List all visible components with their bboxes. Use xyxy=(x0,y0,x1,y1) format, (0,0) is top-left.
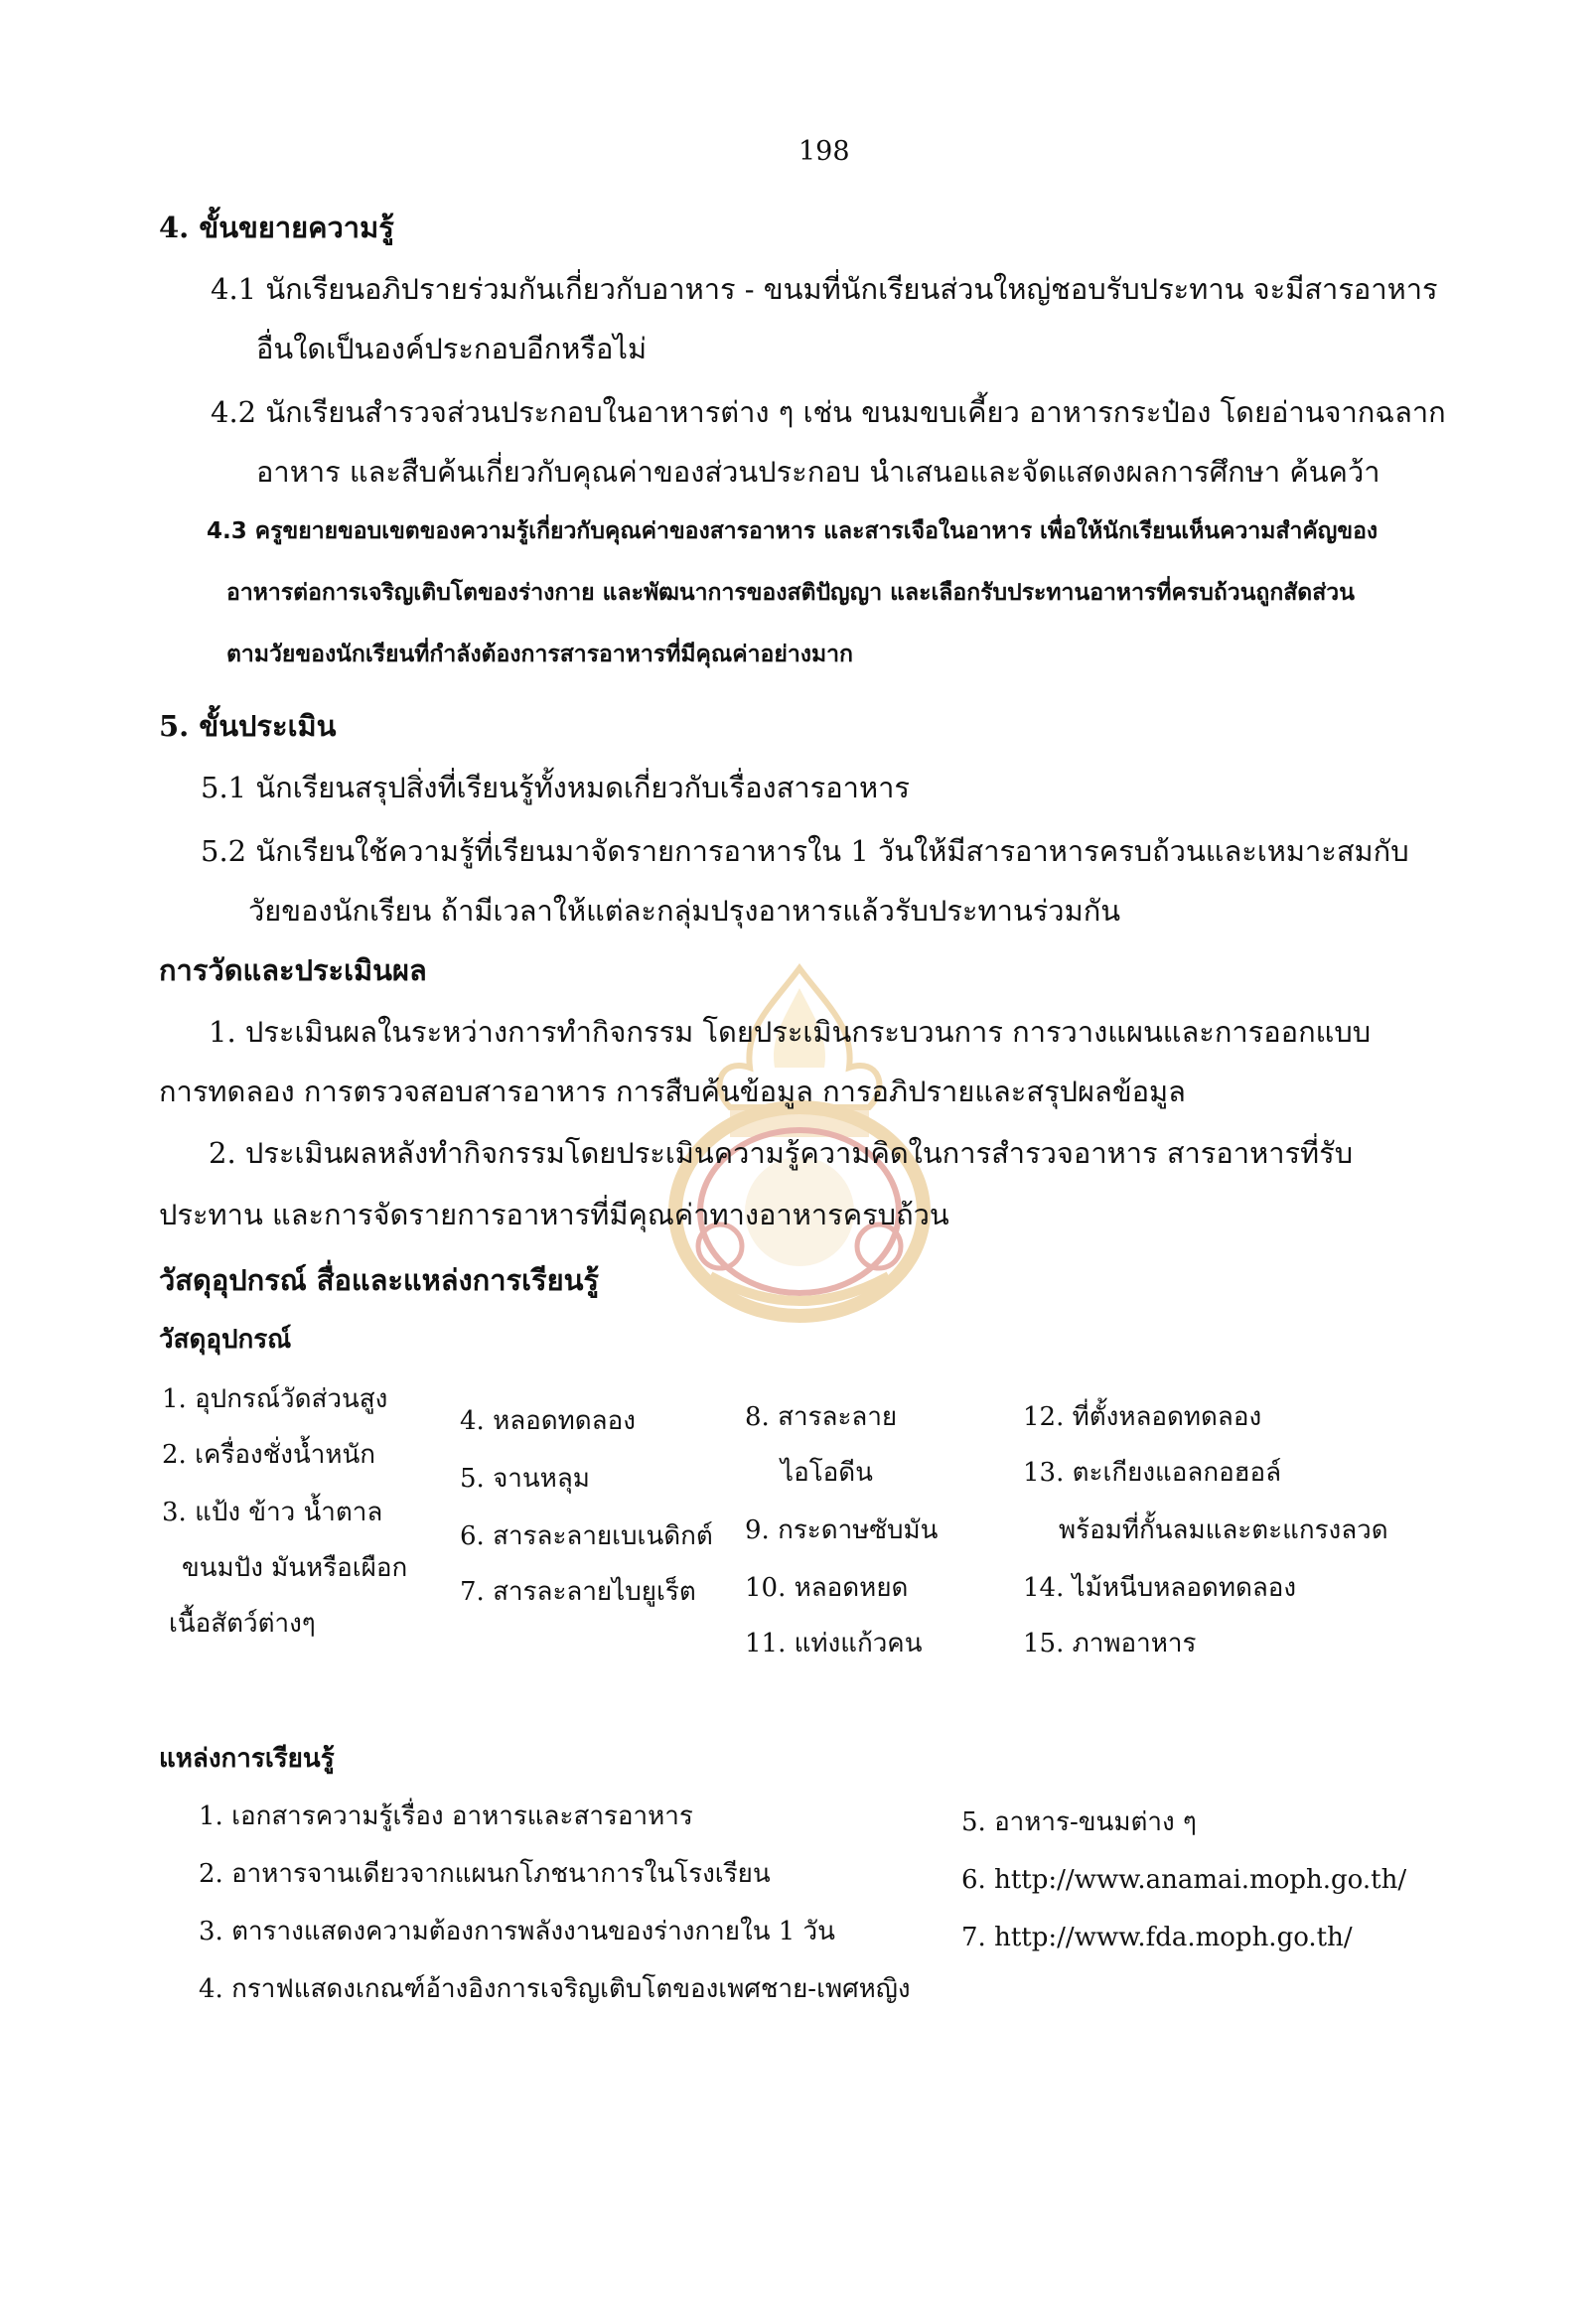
item-4-1-line1: 4.1 นักเรียนอภิปรายร่วมกันเกี่ยวกับอาหาร - ขนมที่นักเรียนส่วนใหญ่ชอบรับประทาน จะมีสารอาหาร xyxy=(211,272,1438,306)
material-item: 4. หลอดทดลอง xyxy=(460,1406,636,1436)
item-4-2-line2: อาหาร และสืบค้นเกี่ยวกับคุณค่าของส่วนประกอบ นำเสนอและจัดแสดงผลการศึกษา ค้นคว้า xyxy=(256,455,1380,489)
evaluation-heading: การวัดและประเมินผล xyxy=(159,953,427,987)
material-item: 12. ที่ตั้งหลอดทดลอง xyxy=(1023,1402,1262,1432)
materials-heading: วัสดุอุปกรณ์ สื่อและแหล่งการเรียนรู้ xyxy=(159,1263,599,1297)
material-item: ไอโอดีน xyxy=(781,1458,873,1488)
section-4-heading: 4. ขั้นขยายความรู้ xyxy=(159,211,394,244)
source-item: 5. อาหาร-ขนมต่าง ๆ xyxy=(961,1807,1197,1837)
evaluation-item1-line1: 1. ประเมินผลในระหว่างการทำกิจกรรม โดยประเมินกระบวนการ การวางแผนและการออกแบบ xyxy=(209,1015,1372,1049)
source-item: 4. กราฟแสดงเกณฑ์อ้างอิงการเจริญเติบโตของเพศชาย-เพศหญิง xyxy=(199,1974,911,2004)
material-item: พร้อมที่กั้นลมและตะแกรงลวด xyxy=(1059,1515,1388,1545)
material-item: 15. ภาพอาหาร xyxy=(1023,1629,1197,1658)
material-item: 6. สารละลายเบเนดิกต์ xyxy=(460,1521,713,1551)
source-item: 1. เอกสารความรู้เรื่อง อาหารและสารอาหาร xyxy=(199,1801,693,1831)
material-item: 5. จานหลุม xyxy=(460,1464,590,1494)
evaluation-item2-line1: 2. ประเมินผลหลังทำกิจกรรมโดยประเมินความรู้ความคิดในการสำรวจอาหาร สารอาหารที่รับ xyxy=(209,1136,1354,1170)
material-item: 9. กระดาษซับมัน xyxy=(745,1515,939,1545)
material-item: 11. แท่งแก้วคน xyxy=(745,1629,923,1658)
material-item: ขนมปัง มันหรือเผือก xyxy=(182,1553,408,1583)
evaluation-item2-line2: ประทาน และการจัดรายการอาหารที่มีคุณค่าทางอาหารครบถ้วน xyxy=(159,1198,949,1231)
item-5-1: 5.1 นักเรียนสรุปสิ่งที่เรียนรู้ทั้งหมดเกี่ยวกับเรื่องสารอาหาร xyxy=(201,771,910,804)
material-item: 13. ตะเกียงแอลกอฮอล์ xyxy=(1023,1458,1282,1488)
section-5-heading: 5. ขั้นประเมิน xyxy=(159,709,337,743)
material-item: 10. หลอดหยด xyxy=(745,1573,909,1603)
materials-subheading: วัสดุอุปกรณ์ xyxy=(159,1325,292,1355)
item-4-1-line2: อื่นใดเป็นองค์ประกอบอีกหรือไม่ xyxy=(256,332,648,365)
source-item: 2. อาหารจานเดียวจากแผนกโภชนาการในโรงเรียน xyxy=(199,1859,771,1889)
item-5-2-line1: 5.2 นักเรียนใช้ความรู้ที่เรียนมาจัดรายการอาหารใน 1 วันให้มีสารอาหารครบถ้วนและเหมาะสมกับ xyxy=(201,834,1409,868)
source-link[interactable]: 6. http://www.anamai.moph.go.th/ xyxy=(961,1865,1407,1895)
source-item: 3. ตารางแสดงความต้องการพลังงานของร่างกายใน 1 วัน xyxy=(199,1917,835,1946)
item-4-2-line1: 4.2 นักเรียนสำรวจส่วนประกอบในอาหารต่าง ๆ เช่น ขนมขบเคี้ยว อาหารกระป๋อง โดยอ่านจากฉลาก xyxy=(211,395,1446,429)
material-item: 14. ไม้หนีบหลอดทดลอง xyxy=(1023,1573,1297,1603)
material-item: 2. เครื่องชั่งน้ำหนัก xyxy=(162,1440,375,1470)
item-5-2-line2: วัยของนักเรียน ถ้ามีเวลาให้แต่ละกลุ่มปรุงอาหารแล้วรับประทานร่วมกัน xyxy=(248,894,1121,928)
material-item: 8. สารละลาย xyxy=(745,1402,898,1432)
evaluation-item1-line2: การทดลอง การตรวจสอบสารอาหาร การสืบค้นข้อมูล การอภิปรายและสรุปผลข้อมูล xyxy=(159,1075,1186,1108)
material-item: 1. อุปกรณ์วัดส่วนสูง xyxy=(162,1384,388,1414)
page-number: 198 xyxy=(798,136,850,167)
source-link[interactable]: 7. http://www.fda.moph.go.th/ xyxy=(961,1923,1353,1952)
item-4-3-line3: ตามวัยของนักเรียนที่กำลังต้องการสารอาหารที่มีคุณค่าอย่างมาก xyxy=(226,642,853,667)
item-4-3-line1: 4.3 ครูขยายขอบเขตของความรู้เกี่ยวกับคุณค่าของสารอาหาร และสารเจือในอาหาร เพื่อให้นักเรียนเห็นความสำคัญของ xyxy=(207,518,1378,544)
item-4-3-line2: อาหารต่อการเจริญเติบโตของร่างกาย และพัฒนาการของสติปัญญา และเลือกรับประทานอาหารที่ครบถ้วนถูกสัดส่วน xyxy=(226,580,1355,606)
material-item: 7. สารละลายไบยูเร็ต xyxy=(460,1577,696,1607)
material-item: 3. แป้ง ข้าว น้ำตาล xyxy=(162,1498,383,1527)
material-item: เนื้อสัตว์ต่างๆ xyxy=(169,1609,316,1639)
sources-heading: แหล่งการเรียนรู้ xyxy=(159,1744,335,1774)
